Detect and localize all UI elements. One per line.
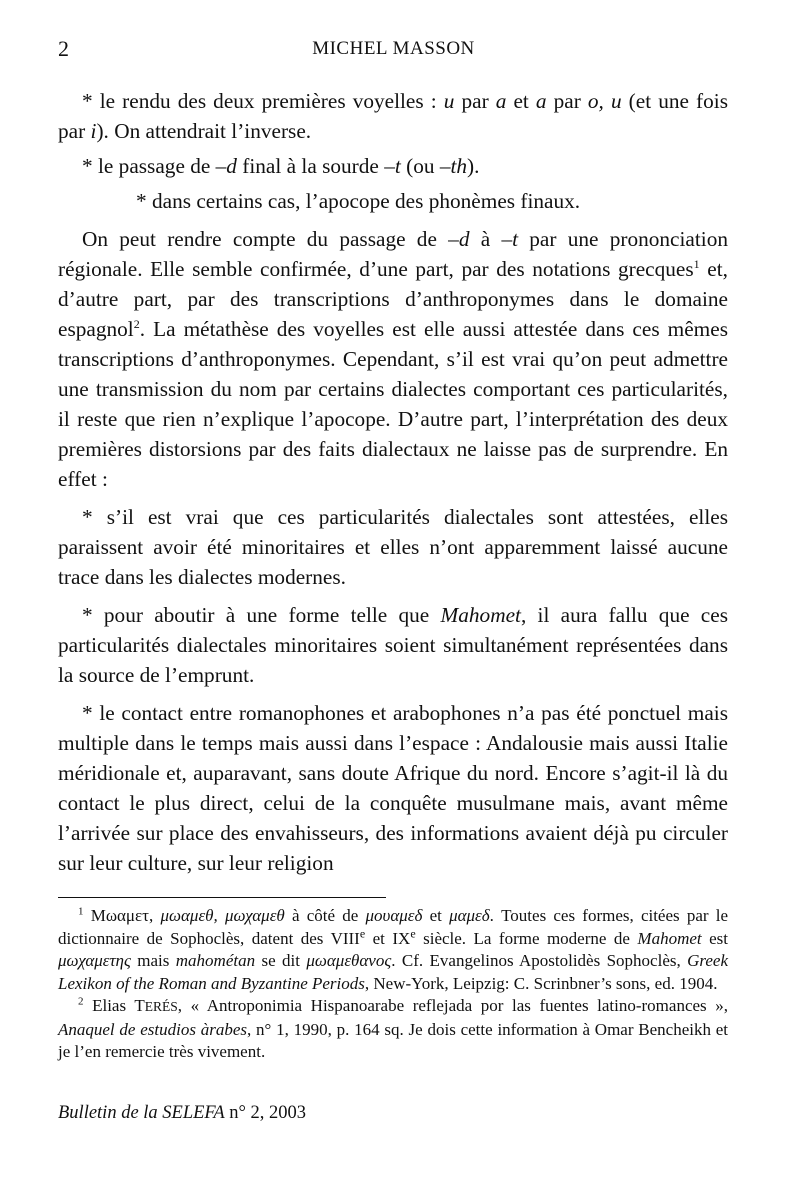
page-header [58,36,729,62]
page-footer: Bulletin de la SELEFA n° 2, 2003 [58,1103,307,1123]
main-text [58,86,728,878]
paragraph-contact: * le contact entre romanophones et arabophones n’a pas été ponctuel mais multiple dans le temps mais aussi dans l’espace : Andalousie mais aussi Italie méridionale et, auparavant, sans doute Afrique du nord. Encore s’agit-il là du contact le plus direct, celui de la conquête musulmane mais, avant même l’arrivée sur place des envahisseurs, des informations avaient déjà pu circuler sur leur culture, sur leur religion [58,701,728,875]
running-head: MICHEL MASSON [312,38,475,59]
footnote-2: $^2$ Elias TERÉS, « Antroponimia Hispanoarabe reflejada por las fuentes latino-romances », Anaquel de estudios àrabes, n° 1, 1990, p. 164 sq. Je dois cette information à Omar Bencheikh et je l’en remercie très vivement. [58,995,728,1061]
bullet-final-d: * le passage de –d final à la sourde –t (ou –th). [82,154,480,178]
bullet-apocope: * dans certains cas, l’apocope des phonèmes finaux. [136,189,581,213]
bullet-vowels: * le rendu des deux premières voyelles : u par a et a par o, u (et une fois par i). On attendrait l’inverse. [58,89,728,143]
footnote-ref-1[interactable]: 1 [693,256,700,271]
footnote-separator [58,897,386,898]
paragraph-minority-dialects: * s’il est vrai que ces particularités dialectales sont attestées, elles paraissent avoir été minoritaires et elles n’ont apparemment laissé aucune trace dans les dialectes modernes. [58,505,728,589]
paragraph-mahomet-form: * pour aboutir à une forme telle que Mahomet, il aura fallu que ces particularités dialectales minoritaires soient simultanément représentées dans la source de l’emprunt. [58,603,728,687]
footnote-1: $^1$ Μωαμετ, μωαμεθ, μωχαμεθ à côté de μουαμεδ et μαμεδ. Toutes ces formes, citées par le dictionnaire de Sophoclès, datent des VIIIe et IXe siècle. La forme moderne de Mahomet est μωχαμετης mais mahométan se dit μωαμεθανος. Cf. Evangelinos Apostolidès Sophoclès, Greek Lexikon of the Roman and Byzantine Periods, New-York, Leipzig: C. Scrinbner’s sons, ed. 1904. [58,905,729,993]
page-number: 2 [58,36,69,61]
footnotes [58,905,728,1064]
footnote-ref-2[interactable]: 2 [133,316,140,331]
paragraph-explanation: On peut rendre compte du passage de –d à –t par une prononciation régionale. Elle semble confirmée, d’une part, par des notations grecques$^1$ et, d’autre part, par des transcriptions d’anthroponymes dans le domaine espagnol$^2$. La métathèse des voyelles est elle aussi attestée dans ces mêmes transcriptions d’anthroponymes. Cependant, s’il est vrai qu’on peut admettre une transmission du nom par certains dialectes comportant ces particularités, il reste que rien n’explique l’apocope. D’autre part, l’interprétation des deux premières distorsions par des faits dialectaux ne laisse pas de surprendre. En effet : [58,227,729,491]
